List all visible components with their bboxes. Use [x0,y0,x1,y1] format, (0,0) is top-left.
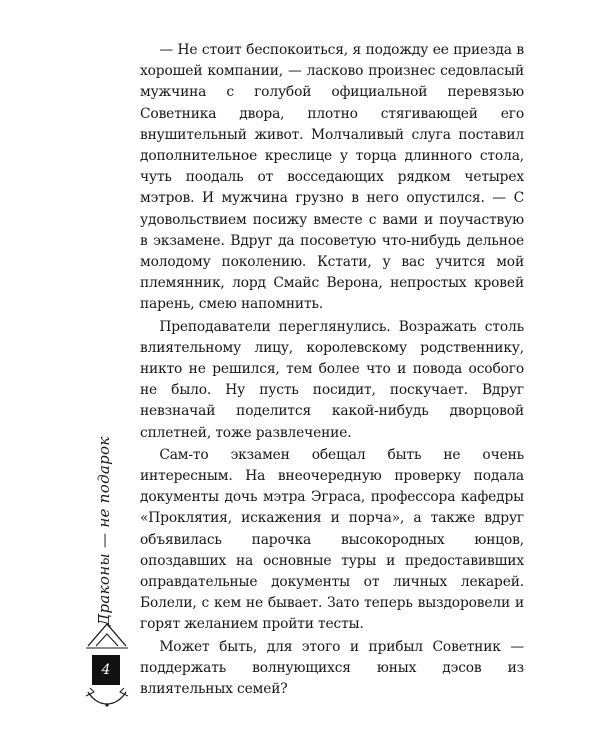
mountain-ornament-icon [86,620,128,650]
paragraph-1: — Не стоит беспокоиться, я подожду ее приезда в хорошей компании, — ласково произнес седовласый мужчина с голубой официальной перевязью Советника двора, плотно стягивающей его внушительный живот. Молчаливый слуга поставил дополнительное креслице у торца длинного стола, чуть поодаль от восседающих рядком четырех мэтров. И мужчина грузно в него опустился. — С удовольствием посижу вместе с вами и поучаствую в экзамене. Вдруг да посоветую что-нибудь дельное молодому поколению. Кстати, у вас учится мой племянник, лорд Смайс Верона, непростых кровей парень, смею напомнить. [140,42,524,313]
paragraph-2: Преподаватели переглянулись. Возражать столь влиятельному лицу, королевскому родственнику, никто не решился, тем более что и повода особого не было. Ну пусть посидит, поскучает. Вдруг невзначай поделится какой-нибудь дворцовой сплетней, тоже развлечение. [140,318,524,441]
page-number: 4 [92,655,120,685]
main-text [140,40,524,700]
paragraph-3: Сам-то экзамен обещал быть не очень интересным. На внеочередную проверку подала документы дочь мэтра Эграса, профессора кафедры «Проклятия, искажения и порча», а также вдруг объявилась парочка высокородных юнцов, опоздавших на основные туры и предоставивших оправдательные документы от личных лекарей. Болели, с кем не бывает. Зато теперь выздоровели и горят желанием пройти тесты. [140,446,524,633]
dragon-tail-ornament-icon [84,686,130,712]
running-title: Драконы — не подарок [95,436,113,626]
paragraph-4: Может быть, для этого и прибыл Советник — поддержать волнующихся юных дэсов из влиятельных семей? [140,638,524,698]
